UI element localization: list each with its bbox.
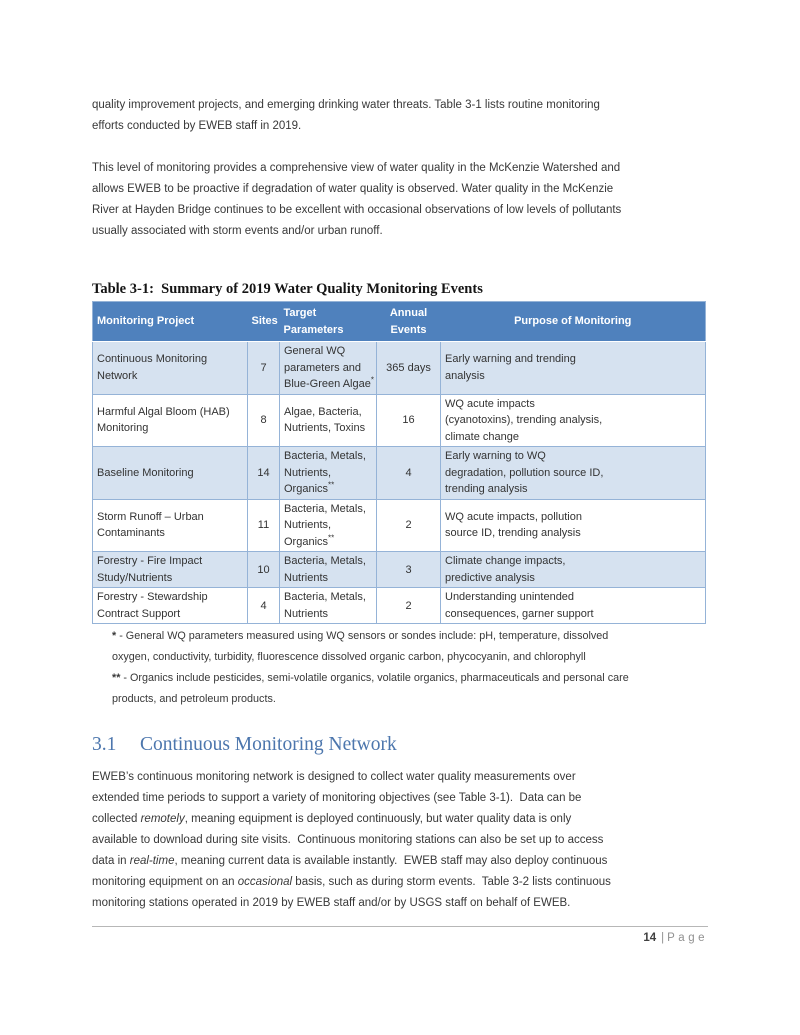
header-target: Target Parameters: [280, 302, 377, 342]
table-title: Table 3-1: Summary of 2019 Water Quality Monitoring Events: [92, 281, 483, 297]
header-sites: Sites: [248, 302, 280, 342]
section-heading: [92, 732, 708, 757]
paragraph-drinking-water-threats: quality improvement projects, and emerging drinking water threats. Table 3-1 lists routine monitoring efforts conducted by EWEB staff in 2019.: [92, 99, 600, 132]
cell-project: Forestry - Fire Impact Study/Nutrients: [93, 552, 248, 588]
paragraph-continuous-monitoring: EWEB’s continuous monitoring network is designed to collect water quality measurements over extended time periods to support a variety of monitoring objectives (see Table 3-1). Data can be collected remotely, meaning equipment is deployed continuously, but water quality data is only available to download during site visits. Continuous monitoring stations can also be set up to access data in real-time, meaning current data is available instantly. EWEB staff may also deploy continuous monitoring equipment on an occasional basis, such as during storm events. Table 3-2 lists continuous monitoring stations operated in 2019 by EWEB staff and/or by USGS staff on behalf of EWEB.: [92, 771, 611, 909]
cell-events: 2: [377, 499, 441, 552]
cell-events: 365 days: [377, 342, 441, 395]
cell-purpose: WQ acute impacts, pollution source ID, trending analysis: [441, 499, 706, 552]
cell-sites: 4: [248, 588, 280, 624]
cell-purpose: Early warning and trending analysis: [441, 342, 706, 395]
table-row: [93, 394, 706, 447]
cell-purpose: Climate change impacts, predictive analysis: [441, 552, 706, 588]
cell-events: 16: [377, 394, 441, 447]
cell-target: Algae, Bacteria, Nutrients, Toxins: [280, 394, 377, 447]
page-footer: [92, 926, 708, 944]
cell-target: Bacteria, Metals, Nutrients, Organics**: [280, 499, 377, 552]
header-events: Annual Events: [377, 302, 441, 342]
table-row: [93, 447, 706, 500]
section-number: 3.1: [92, 734, 117, 755]
table-row: [93, 588, 706, 624]
paragraph-monitoring-overview: This level of monitoring provides a comprehensive view of water quality in the McKenzie Watershed and allows EWEB to be proactive if degradation of water quality is observed. Water quality in the McKenzie River at Hayden Bridge continues to be excellent with occasional observations of low levels of pollutants usually associated with storm events and/or urban runoff.: [92, 162, 622, 237]
header-row: [93, 302, 706, 342]
cell-purpose: Early warning to WQ degradation, pollution source ID, trending analysis: [441, 447, 706, 500]
footer-separator: |: [661, 932, 665, 944]
header-purpose: Purpose of Monitoring: [441, 302, 706, 342]
cell-project: Forestry - Stewardship Contract Support: [93, 588, 248, 624]
header-project: Monitoring Project: [93, 302, 248, 342]
table-row: [93, 342, 706, 395]
table-row: [93, 499, 706, 552]
cell-purpose: Understanding unintended consequences, garner support: [441, 588, 706, 624]
footer-text: [92, 927, 708, 944]
page-content: [92, 0, 708, 914]
cell-purpose: WQ acute impacts (cyanotoxins), trending analysis, climate change: [441, 394, 706, 447]
footer-page-label: Page: [667, 932, 708, 944]
table-header-row: [93, 302, 706, 342]
cell-target: Bacteria, Metals, Nutrients: [280, 588, 377, 624]
cell-target: General WQ parameters and Blue-Green Algae*: [280, 342, 377, 395]
section-title: Continuous Monitoring Network: [140, 734, 397, 755]
cell-sites: 11: [248, 499, 280, 552]
cell-events: 2: [377, 588, 441, 624]
cell-sites: 7: [248, 342, 280, 395]
cell-project: Storm Runoff – Urban Contaminants: [93, 499, 248, 552]
cell-sites: 10: [248, 552, 280, 588]
cell-project: Harmful Algal Bloom (HAB) Monitoring: [93, 394, 248, 447]
monitoring-events-table: [92, 301, 706, 624]
cell-events: 3: [377, 552, 441, 588]
cell-sites: 14: [248, 447, 280, 500]
cell-project: Baseline Monitoring: [93, 447, 248, 500]
table-body: [93, 342, 706, 624]
footer-page-number: 14: [643, 932, 657, 944]
cell-events: 4: [377, 447, 441, 500]
cell-sites: 8: [248, 394, 280, 447]
cell-target: Bacteria, Metals, Nutrients: [280, 552, 377, 588]
table-footnotes: * - General WQ parameters measured using WQ sensors or sondes include: pH, temperature, dissolved oxygen, conductivity, turbidity, fluorescence dissolved organic carbon, phycocyanin, and chlorophyll ** - Organics include pesticides, semi-volatile organics, volatile organics, pharmaceuticals and personal care products, and petroleum products.: [112, 630, 629, 705]
cell-project: Continuous Monitoring Network: [93, 342, 248, 395]
cell-target: Bacteria, Metals, Nutrients, Organics**: [280, 447, 377, 500]
table-row: [93, 552, 706, 588]
